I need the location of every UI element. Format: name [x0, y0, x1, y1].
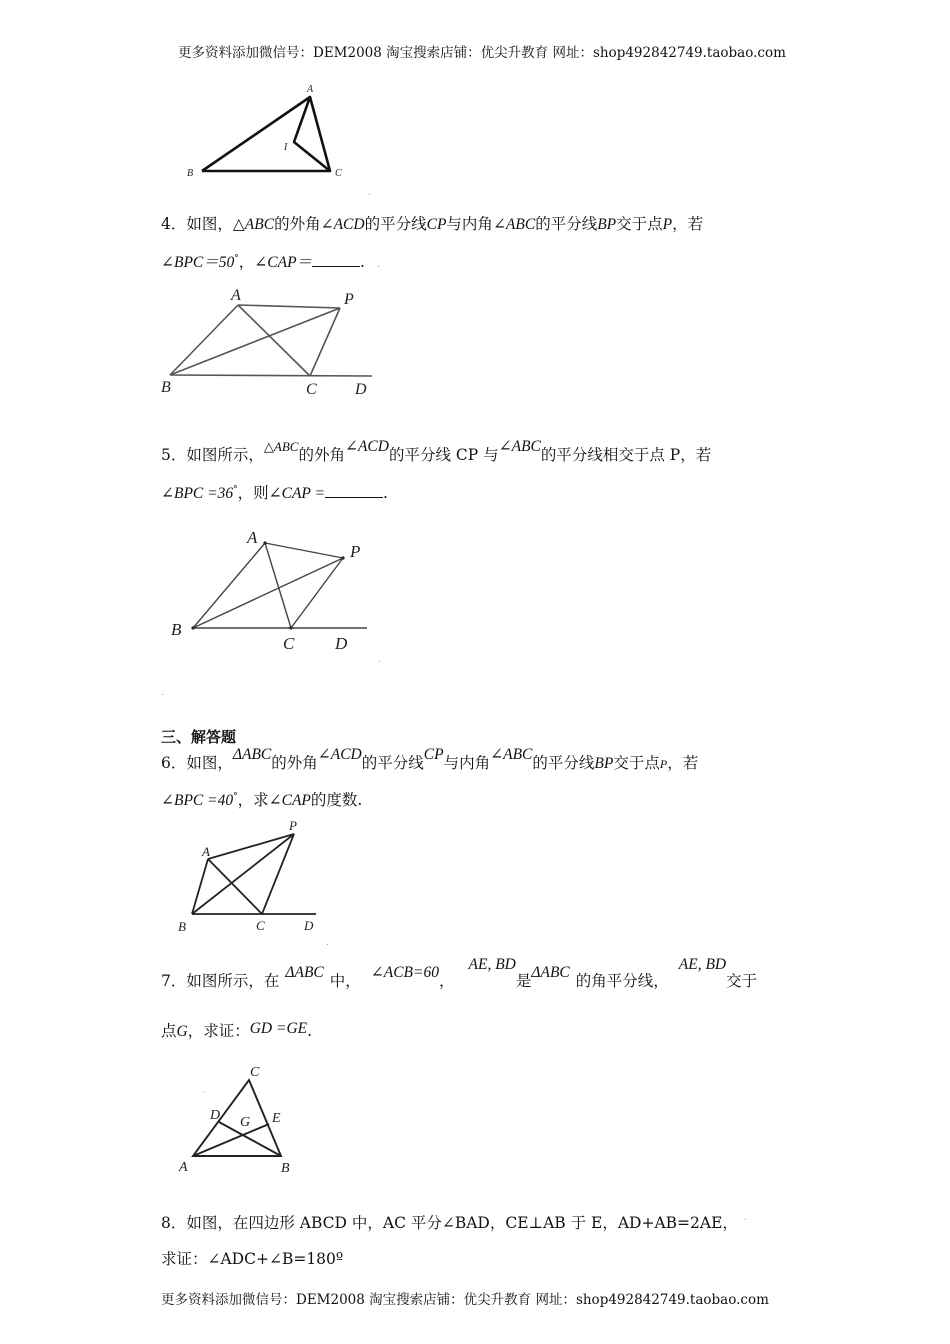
figure-q5 — [165, 525, 390, 660]
figure-q7 — [175, 1058, 315, 1183]
label-a: A — [247, 528, 258, 547]
page-footer: 更多资料添加微信号：DEM2008 淘宝搜索店铺：优尖升教育 网址：shop492842749.taobao.com — [161, 1292, 769, 1308]
label-d: D — [210, 1108, 221, 1123]
label-b: B — [281, 1161, 290, 1176]
question-6-line1: 6．如图，ΔABC的外角∠ACD的平分线CP与内角∠ABC的平分线BP交于点P，若 — [161, 746, 699, 772]
question-5-line2: ∠BPC =36°，则∠CAP = . — [161, 484, 388, 502]
question-4-line2: ∠BPC＝50°，∠CAP＝ . . — [161, 253, 380, 271]
label-i: I — [284, 142, 288, 153]
question-5-line1: 5．如图所示，$^{\triangle ABC}$的外角∠ACD的平分线 CP 与∠ABC的平分线相交于点 P，若 — [161, 438, 712, 464]
label-b: B — [178, 919, 186, 934]
answer-blank — [325, 483, 383, 498]
question-7-line2: 点G，求证：GD =GE. — [161, 1020, 313, 1040]
label-a: A — [202, 844, 210, 859]
label-c: C — [283, 634, 295, 653]
label-p: P — [289, 818, 297, 833]
answer-blank — [312, 252, 360, 267]
label-c: C — [306, 381, 317, 398]
question-8-line2: 求证：∠ADC+∠B=180º — [161, 1250, 344, 1268]
page-header: 更多资料添加微信号：DEM2008 淘宝搜索店铺：优尖升教育 网址：shop492842749.taobao.com — [178, 45, 786, 61]
label-a: A — [231, 287, 241, 304]
label-b: B — [187, 168, 194, 179]
question-6-line2: ∠BPC =40°，求∠CAP的度数. — [161, 791, 363, 809]
label-b: B — [161, 379, 171, 396]
label-d: D — [304, 918, 314, 933]
label-p: P — [350, 542, 361, 561]
question-8-line1: 8．如图，在四边形 ABCD 中，AC 平分∠BAD，CE⊥AB 于 E，AD+AB=2AE， — [161, 1214, 738, 1232]
figure-q6 — [170, 818, 340, 943]
figure-triangle-abc-i — [180, 80, 380, 190]
label-c: C — [256, 918, 265, 933]
label-c: C — [335, 168, 342, 179]
label-a: A — [179, 1160, 188, 1175]
label-p: P — [344, 291, 354, 308]
question-7-line1: 7．如图所示，在 ΔABC 中， ∠ACB=60，AE, BD是ΔABC 的角平分线，AE, BD交于 — [161, 956, 758, 990]
question-4-line1: 4．如图，△ABC的外角∠ACD的平分线CP与内角∠ABC的平分线BP交于点P，若 — [161, 215, 704, 233]
label-d: D — [335, 634, 348, 653]
label-b: B — [171, 620, 182, 639]
section-title: 三、解答题 — [161, 728, 237, 746]
label-a: A — [307, 84, 314, 95]
label-g: G — [240, 1115, 251, 1130]
label-c: C — [250, 1065, 260, 1080]
label-d: D — [355, 381, 367, 398]
label-e: E — [272, 1111, 281, 1126]
figure-q4 — [160, 285, 380, 400]
